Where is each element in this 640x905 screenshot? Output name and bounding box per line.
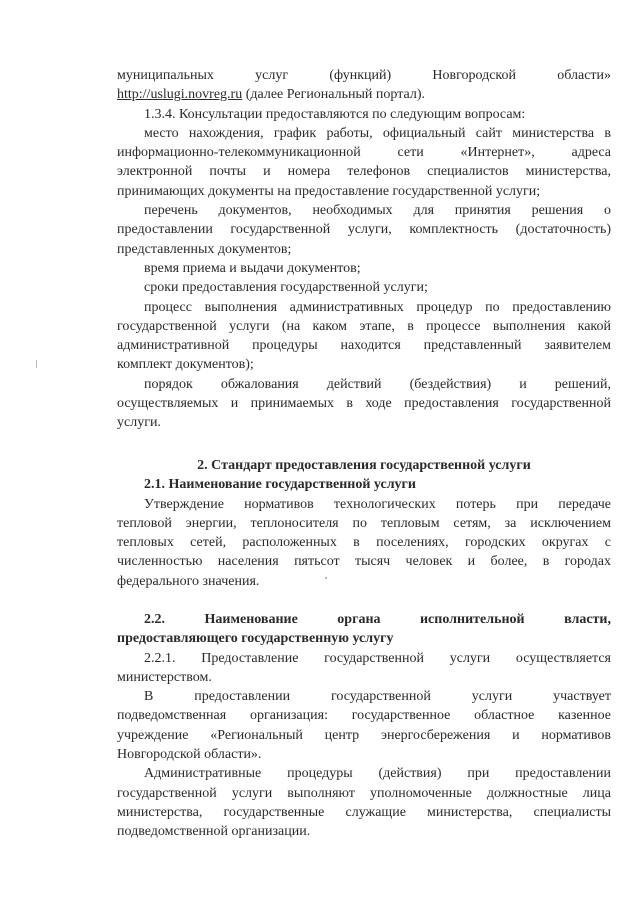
text-line: министерства, государственные служащие министерства, специалисты xyxy=(117,804,611,820)
question-process xyxy=(117,298,611,375)
item-1-3-4: 1.3.4. Консультации предоставляются по следующим вопросам: xyxy=(144,106,526,122)
text-line: Административные процедуры (действия) при предоставлении xyxy=(144,766,611,782)
text-line: информационно-телекоммуникационной сети «Интернет», адреса xyxy=(117,145,611,161)
subsection-2-1-title: 2.1. Наименование государственной услуги xyxy=(144,477,416,493)
subsection-2-2-title xyxy=(117,610,611,649)
text-line: 2.2. Наименование органа исполнительной власти, xyxy=(144,612,611,627)
text-line: тепловой энергии, теплоносителя по тепловым сетям, за исключением xyxy=(117,515,611,531)
text-line: электронной почты и номера телефонов специалистов министерства, xyxy=(117,164,611,180)
text-line: подведомственная организация: государственное областное казенное xyxy=(117,708,611,724)
scan-speck xyxy=(325,577,327,579)
paragraph-procedures xyxy=(117,764,611,841)
text-line: предоставлении государственной услуги, комплектность (достаточность) xyxy=(117,222,611,238)
line-portal xyxy=(117,85,611,104)
text-line: порядок обжалования действий (бездействия) и решений, xyxy=(144,376,611,392)
text-line: осуществляемых и принимаемых в ходе предоставления государственной xyxy=(117,396,611,412)
text-line: численностью населения пятьсот тысяч человек и более, в городах xyxy=(117,554,611,570)
section-2-2 xyxy=(117,610,611,842)
paragraph-2-1 xyxy=(117,495,611,591)
text-line: административной процедуры находится представленный заявителем xyxy=(117,338,611,354)
paragraph-portal-reference xyxy=(117,66,611,105)
scan-speck xyxy=(36,360,37,368)
text-line: государственной услуги выполняют уполномоченные должностные лица xyxy=(117,785,611,801)
text-line: комплект документов); xyxy=(117,357,254,373)
text-line: учреждение «Региональный центр энергосбережения и нормативов xyxy=(117,727,611,743)
question-location xyxy=(117,124,611,201)
text-line: подведомственной организации. xyxy=(117,824,311,840)
paragraph-2-2-1 xyxy=(117,649,611,688)
text-line: предоставляющего государственную услугу xyxy=(117,631,394,647)
line-services-region: муниципальных услуг (функций) Новгородской области» xyxy=(117,68,612,83)
text-line: 2.2.1. Предоставление государственной услуги осуществляется xyxy=(144,650,611,666)
paragraph-participation xyxy=(117,687,611,764)
section-2 xyxy=(117,456,611,591)
portal-suffix: (далее Региональный портал). xyxy=(245,87,425,103)
text-line: В предоставлении государственной услуги участвует xyxy=(144,689,611,705)
text-line: тепловых сетей, расположенных в поселениях, городских округах с xyxy=(117,535,611,551)
text-line: процесс выполнения административных процедур по предоставлению xyxy=(144,299,611,315)
text-line: Утверждение нормативов технологических потерь при передаче xyxy=(144,496,611,512)
section-2-title: 2. Стандарт предоставления государственной услуги xyxy=(197,458,531,473)
question-documents xyxy=(117,201,611,259)
text-line: Новгородской области». xyxy=(117,747,262,763)
text-line: представленных документов; xyxy=(117,241,292,257)
portal-link[interactable]: http://uslugi.novreg.ru xyxy=(117,87,243,103)
text-line: принимающих документы на предоставление государственной услуги; xyxy=(117,183,541,199)
text-line: министерством. xyxy=(117,669,212,685)
text-line: государственной услуги (на каком этапе, в процессе выполнения какой xyxy=(117,318,611,334)
section-1-3-continuation xyxy=(117,66,611,433)
question-deadlines: сроки предоставления государственной услуги; xyxy=(144,280,428,296)
text-line: перечень документов, необходимых для принятия решения о xyxy=(144,203,611,219)
text-line: федерального значения. xyxy=(117,573,260,589)
text-line: место нахождения, график работы, официальный сайт министерства в xyxy=(144,125,611,141)
question-reception-time: время приема и выдачи документов; xyxy=(144,260,361,276)
text-line: услуги. xyxy=(117,415,161,431)
question-appeal xyxy=(117,375,611,433)
